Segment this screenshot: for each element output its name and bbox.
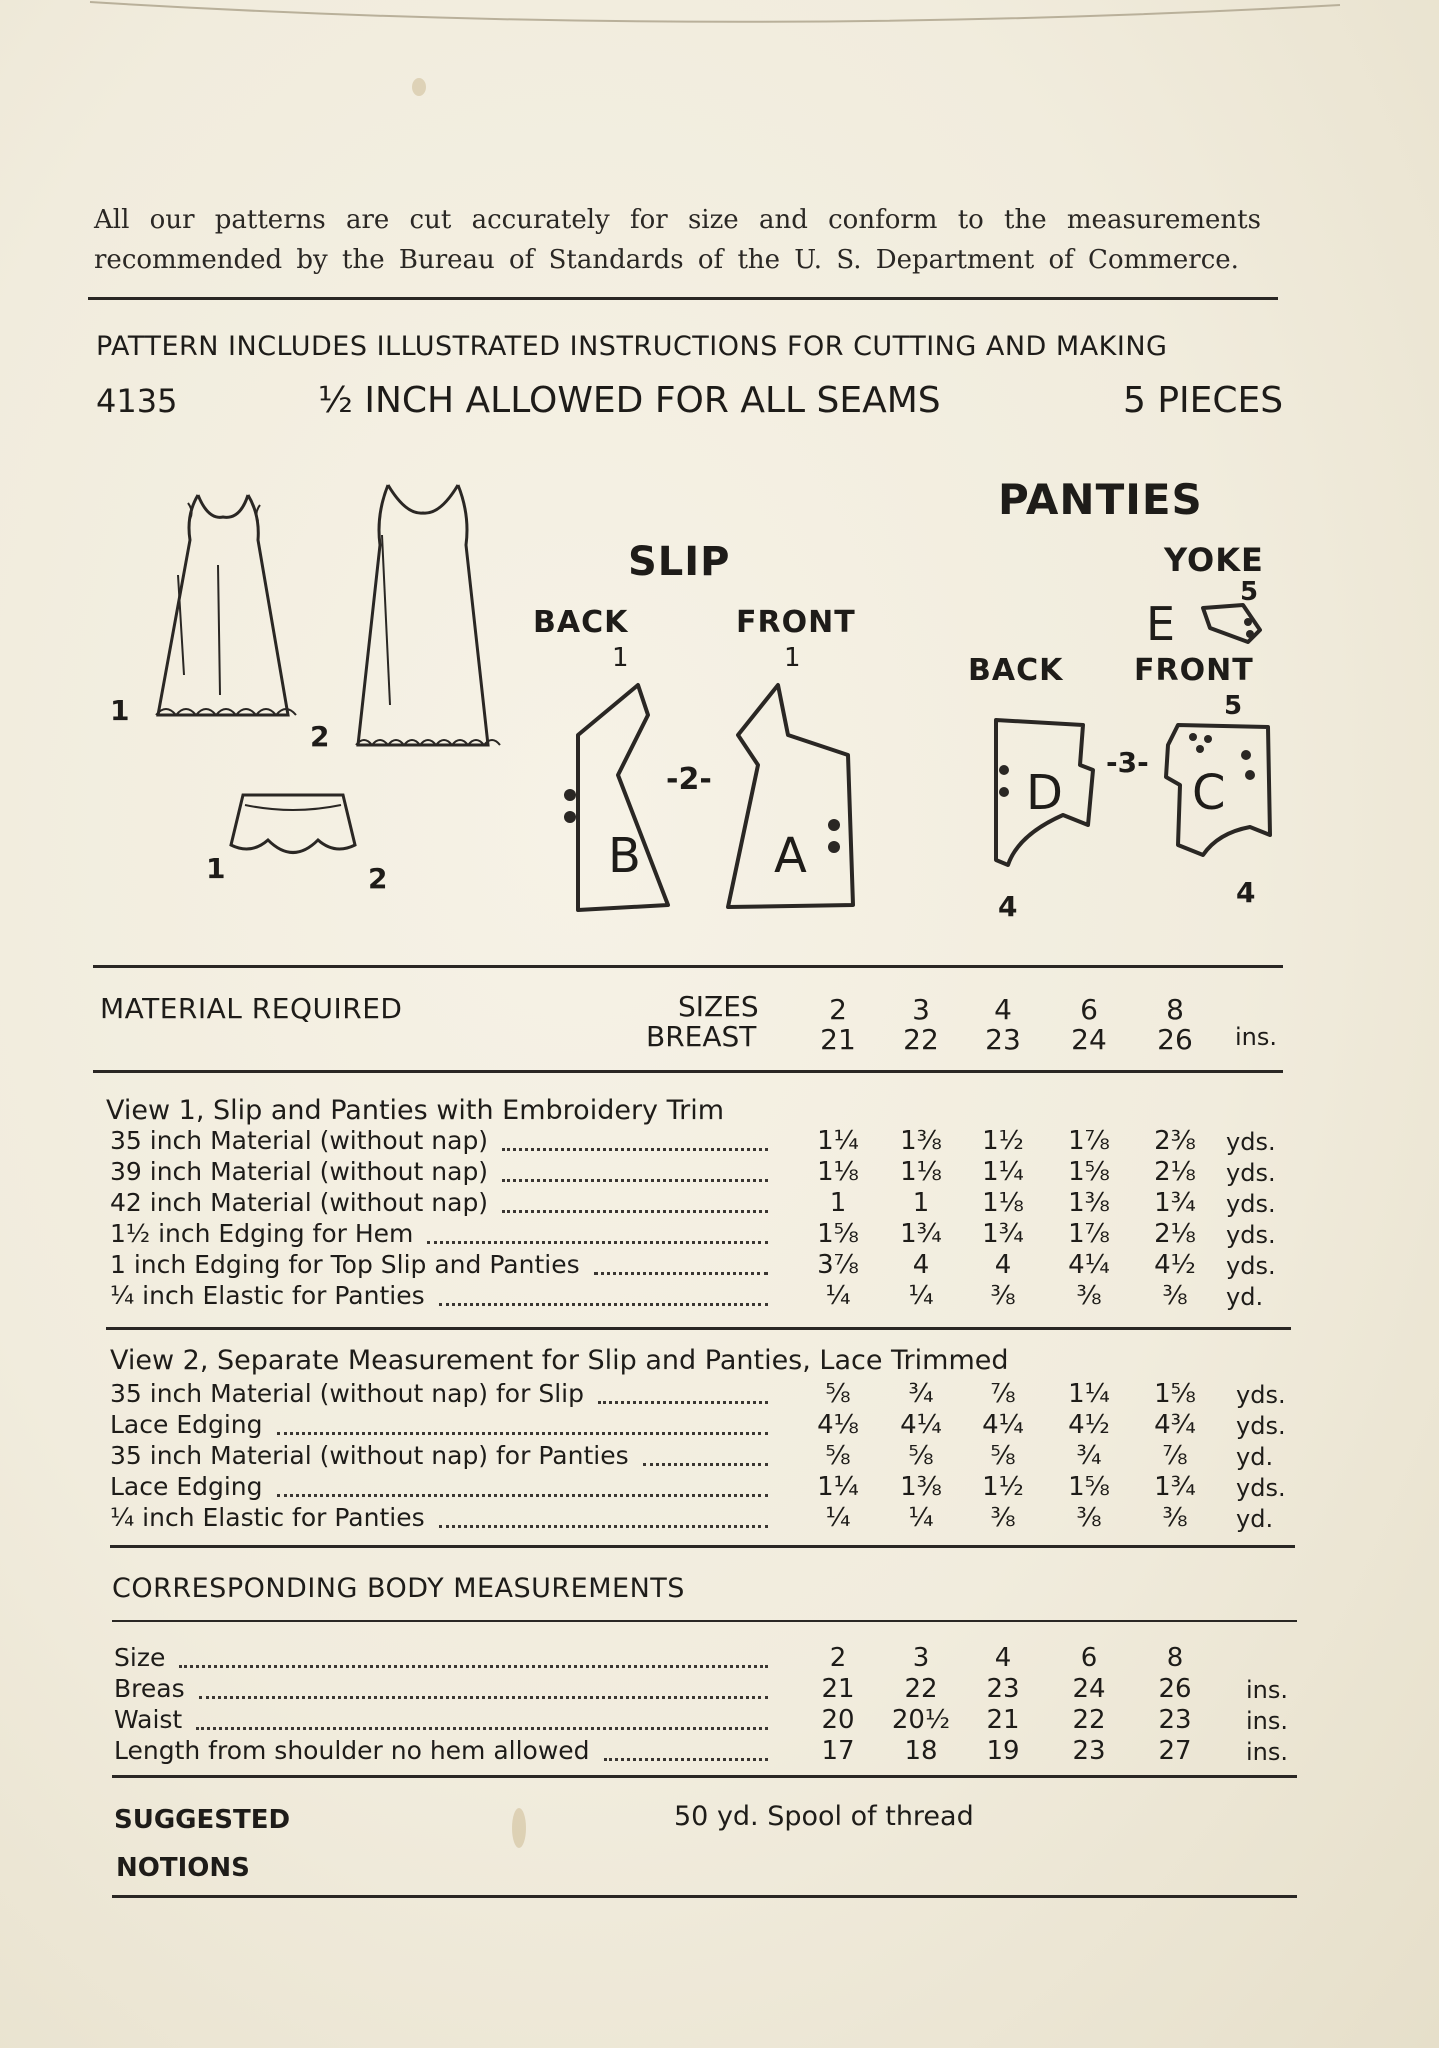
row-value: 20½ [891, 1705, 951, 1735]
row-value: ⅜ [990, 1281, 1016, 1311]
body-measurements-title: CORRESPONDING BODY MEASUREMENTS [112, 1573, 685, 1604]
row-value: 1¾ [900, 1219, 942, 1249]
row-value: 4⅛ [817, 1410, 859, 1440]
divider [93, 1070, 1283, 1073]
panties-front-label: FRONT [1134, 653, 1254, 688]
row-label: 1 inch Edging for Top Slip and Panties [110, 1250, 580, 1279]
row-value: ⅜ [1162, 1503, 1188, 1533]
row-unit: yds. [1236, 1474, 1286, 1502]
row-value: 18 [904, 1736, 938, 1766]
row-value: 20 [821, 1705, 855, 1735]
slip-back-number: 1 [612, 643, 629, 673]
leader-dots [598, 1401, 768, 1404]
row-value: ¾ [908, 1379, 934, 1409]
panties-illustration [223, 785, 363, 865]
piece-a: A [774, 828, 807, 884]
yoke-number: 5 [1240, 577, 1259, 607]
yoke-piece [1198, 600, 1268, 645]
size-header: 6 [1080, 993, 1098, 1026]
breast-header: 21 [820, 1023, 856, 1056]
row-unit: yds. [1236, 1381, 1286, 1409]
breast-header: 24 [1071, 1023, 1107, 1056]
row-value: 1½ [982, 1472, 1024, 1502]
row-value: 17 [821, 1736, 855, 1766]
slip-front-label: FRONT [736, 605, 856, 640]
row-value: 2⅛ [1154, 1157, 1196, 1187]
row-value: ⅞ [1162, 1441, 1188, 1471]
piece-c: C [1192, 765, 1226, 821]
row-label: ¼ inch Elastic for Panties [110, 1281, 425, 1310]
material-unit: ins. [1235, 1023, 1278, 1051]
size-header: 4 [994, 993, 1012, 1026]
divider [112, 1775, 1297, 1778]
row-value: ¼ [825, 1503, 851, 1533]
row-label: 35 inch Material (without nap) for Panties [110, 1441, 629, 1470]
divider [110, 1545, 1295, 1548]
seam-allowance: ½ INCH ALLOWED FOR ALL SEAMS [318, 380, 941, 421]
row-value: 4¼ [982, 1410, 1024, 1440]
row-value: 6 [1080, 1643, 1098, 1673]
row-label: Length from shoulder no hem allowed [114, 1736, 590, 1765]
size-header: 3 [912, 993, 930, 1026]
row-value: 22 [1072, 1705, 1106, 1735]
row-unit: ins. [1246, 1676, 1289, 1704]
row-value: 19 [986, 1736, 1020, 1766]
row-value: ⅜ [1076, 1281, 1102, 1311]
sizes-label: SIZES [678, 990, 759, 1023]
intro-line-1: All our patterns are cut accurately for size and conform to the measurements [94, 205, 1261, 235]
leader-dots [179, 1665, 768, 1668]
row-value: 4 [994, 1643, 1012, 1673]
row-value: ⅝ [990, 1441, 1016, 1471]
divider [88, 297, 1278, 300]
row-value: 4¾ [1154, 1410, 1196, 1440]
row-value: 1⅝ [1068, 1472, 1110, 1502]
notions-label-line-2: NOTIONS [116, 1853, 250, 1883]
instructions-panel [88, 155, 1338, 1915]
view-1-title: View 1, Slip and Panties with Embroidery Trim [106, 1095, 725, 1126]
panties-back-label: BACK [968, 653, 1064, 688]
row-value: 23 [986, 1674, 1020, 1704]
slip-title: SLIP [628, 539, 731, 585]
leader-dots [594, 1272, 768, 1275]
leader-dots [199, 1696, 768, 1699]
leader-dots [439, 1525, 768, 1528]
row-value: 1¾ [1154, 1188, 1196, 1218]
breast-header: 22 [903, 1023, 939, 1056]
row-value: 23 [1072, 1736, 1106, 1766]
row-label: 35 inch Material (without nap) for Slip [110, 1379, 584, 1408]
divider [106, 1327, 1291, 1330]
row-label: Size [114, 1643, 166, 1672]
row-value: ¾ [1076, 1441, 1102, 1471]
row-value: 1⅞ [1068, 1126, 1110, 1156]
divider [112, 1620, 1297, 1622]
row-value: 4¼ [1068, 1250, 1110, 1280]
stain-mark [412, 78, 426, 96]
row-value: ¼ [825, 1281, 851, 1311]
slip-view-2-illustration [348, 475, 498, 745]
row-value: 1⅜ [1068, 1188, 1110, 1218]
leader-dots [196, 1727, 768, 1730]
row-value: 2⅛ [1154, 1219, 1196, 1249]
row-value: 2 [829, 1643, 847, 1673]
row-unit: yds. [1236, 1412, 1286, 1440]
leader-dots [277, 1432, 768, 1435]
breast-header: 26 [1157, 1023, 1193, 1056]
row-value: 1¾ [982, 1219, 1024, 1249]
row-value: 1 [912, 1188, 930, 1218]
row-value: ⅜ [1162, 1281, 1188, 1311]
breast-header: 23 [985, 1023, 1021, 1056]
row-value: ⅝ [908, 1441, 934, 1471]
row-value: ⅝ [825, 1441, 851, 1471]
view-2-title: View 2, Separate Measurement for Slip and Panties, Lace Trimmed [110, 1345, 1009, 1376]
piece-e: E [1146, 597, 1176, 651]
row-value: 1¼ [817, 1472, 859, 1502]
row-value: 3 [912, 1643, 930, 1673]
size-header: 2 [829, 993, 847, 1026]
row-value: ⅝ [825, 1379, 851, 1409]
view-1-number: 1 [110, 694, 130, 727]
row-value: 27 [1158, 1736, 1192, 1766]
row-value: 4 [994, 1250, 1012, 1280]
row-label: 1½ inch Edging for Hem [110, 1219, 414, 1248]
panties-front-bottom-number: 4 [1236, 876, 1256, 909]
notions-text: 50 yd. Spool of thread [674, 1801, 974, 1832]
row-value: 1⅝ [1068, 1157, 1110, 1187]
leader-dots [502, 1148, 768, 1151]
slip-view-1-illustration [148, 495, 298, 715]
row-value: 1⅜ [900, 1126, 942, 1156]
slip-pattern-pieces [558, 675, 878, 915]
row-unit: yds. [1226, 1221, 1276, 1249]
leader-dots [604, 1758, 768, 1761]
row-label: Lace Edging [110, 1472, 263, 1501]
row-value: 1⅛ [900, 1157, 942, 1187]
row-label: Waist [114, 1705, 183, 1734]
row-unit: ins. [1246, 1738, 1289, 1766]
row-value: 21 [821, 1674, 855, 1704]
row-unit: yd. [1236, 1443, 1274, 1471]
slip-front-number: 1 [784, 643, 801, 673]
row-value: 24 [1072, 1674, 1106, 1704]
garment-diagram [88, 475, 1338, 955]
row-label: Breas [114, 1674, 185, 1703]
includes-heading: PATTERN INCLUDES ILLUSTRATED INSTRUCTIONS FOR CUTTING AND MAKING [96, 331, 1168, 362]
divider [112, 1895, 1297, 1898]
panties-join-number: -3- [1106, 746, 1149, 779]
row-unit: yd. [1236, 1505, 1274, 1533]
pattern-number: 4135 [96, 382, 178, 420]
panties-title: PANTIES [998, 475, 1203, 524]
row-value: 3⅞ [817, 1250, 859, 1280]
row-label: Lace Edging [110, 1410, 263, 1439]
row-value: ¼ [908, 1503, 934, 1533]
row-value: 1⅝ [1154, 1379, 1196, 1409]
row-unit: yds. [1226, 1190, 1276, 1218]
piece-count: 5 PIECES [1123, 380, 1284, 421]
row-unit: ins. [1246, 1707, 1289, 1735]
piece-d: D [1026, 765, 1063, 821]
material-title: MATERIAL REQUIRED [100, 992, 403, 1025]
row-unit: yds. [1226, 1128, 1276, 1156]
row-unit: yd. [1226, 1283, 1264, 1311]
leader-dots [277, 1494, 768, 1497]
row-value: 4½ [1154, 1250, 1196, 1280]
row-value: 1¼ [1068, 1379, 1110, 1409]
view-2-number: 2 [310, 720, 330, 753]
leader-dots [439, 1303, 768, 1306]
row-value: 4½ [1068, 1410, 1110, 1440]
row-value: 4¼ [900, 1410, 942, 1440]
row-value: 1⅛ [982, 1188, 1024, 1218]
breast-label: BREAST [646, 1020, 757, 1053]
row-value: 26 [1158, 1674, 1192, 1704]
yoke-label: YOKE [1164, 541, 1264, 579]
row-label: 35 inch Material (without nap) [110, 1126, 489, 1155]
row-value: ¼ [908, 1281, 934, 1311]
row-value: 1⅜ [900, 1472, 942, 1502]
row-value: 1⅝ [817, 1219, 859, 1249]
notions-label-line-1: SUGGESTED [114, 1805, 291, 1835]
row-value: 1¼ [817, 1126, 859, 1156]
leader-dots [643, 1463, 768, 1466]
row-unit: yds. [1226, 1159, 1276, 1187]
row-value: 1 [829, 1188, 847, 1218]
row-unit: yds. [1226, 1252, 1276, 1280]
slip-join-number: -2- [666, 762, 712, 797]
row-value: 8 [1166, 1643, 1184, 1673]
panties-front-top-number: 5 [1224, 691, 1243, 721]
row-value: 4 [912, 1250, 930, 1280]
leader-dots [502, 1210, 768, 1213]
row-value: 23 [1158, 1705, 1192, 1735]
row-label: ¼ inch Elastic for Panties [110, 1503, 425, 1532]
row-value: ⅜ [990, 1503, 1016, 1533]
piece-b: B [608, 828, 641, 884]
panties-view-1-number: 1 [206, 852, 226, 885]
panties-back-bottom-number: 4 [998, 890, 1018, 923]
row-label: 42 inch Material (without nap) [110, 1188, 489, 1217]
row-value: 1⅛ [817, 1157, 859, 1187]
row-value: 1¼ [982, 1157, 1024, 1187]
size-header: 8 [1166, 993, 1184, 1026]
row-value: 21 [986, 1705, 1020, 1735]
leader-dots [427, 1241, 768, 1244]
intro-line-2: recommended by the Bureau of Standards of the U. S. Department of Commerce. [94, 245, 1239, 275]
row-label: 39 inch Material (without nap) [110, 1157, 489, 1186]
row-value: ⅜ [1076, 1503, 1102, 1533]
row-value: 1½ [982, 1126, 1024, 1156]
row-value: 2⅜ [1154, 1126, 1196, 1156]
slip-back-label: BACK [533, 605, 629, 640]
envelope-flap-edge [90, 0, 1340, 40]
row-value: 1¾ [1154, 1472, 1196, 1502]
leader-dots [502, 1179, 768, 1182]
row-value: 1⅞ [1068, 1219, 1110, 1249]
row-value: ⅞ [990, 1379, 1016, 1409]
panties-view-2-number: 2 [368, 862, 388, 895]
divider [93, 965, 1283, 968]
row-value: 22 [904, 1674, 938, 1704]
